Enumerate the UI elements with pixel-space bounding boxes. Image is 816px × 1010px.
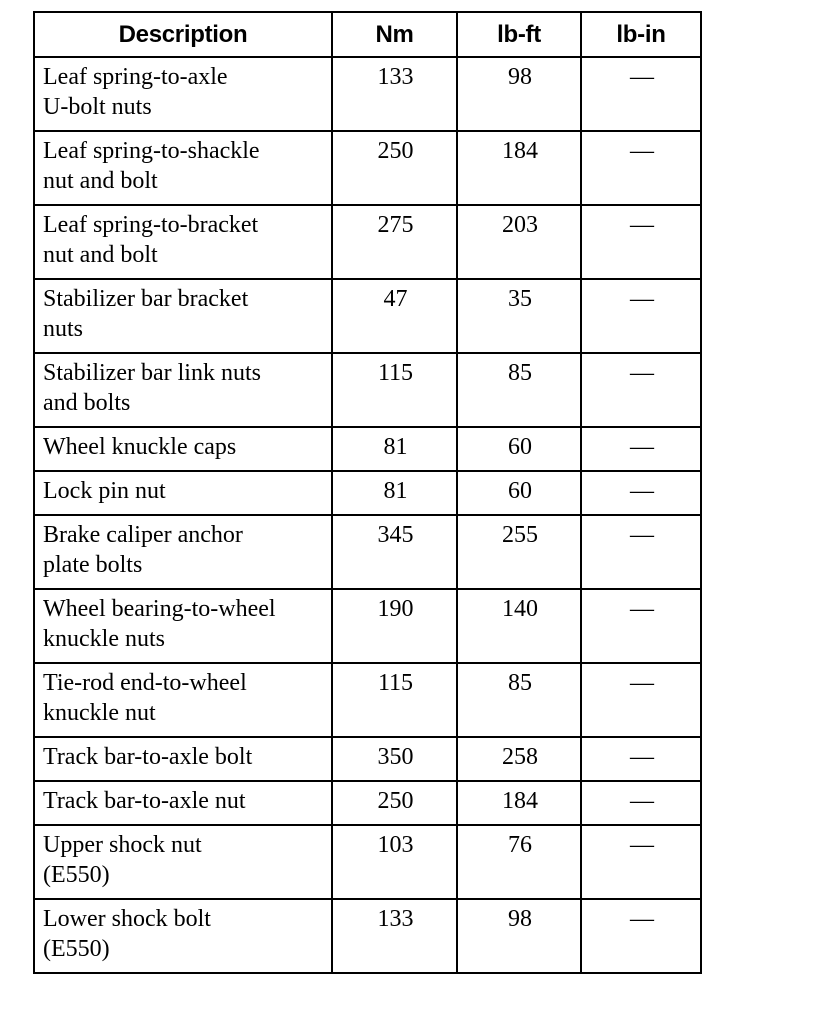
description-line-2: knuckle nut bbox=[43, 700, 156, 726]
description-line-1: Wheel bearing-to-wheel bbox=[43, 596, 276, 622]
lb-ft-cell: 85 bbox=[457, 663, 581, 737]
lb-in-cell: — bbox=[581, 471, 701, 515]
description-line-2: plate bolts bbox=[43, 552, 143, 578]
description-line-1: Track bar-to-axle bolt bbox=[43, 744, 253, 770]
nm-cell: 115 bbox=[332, 663, 457, 737]
lb-in-cell: — bbox=[581, 781, 701, 825]
table-row bbox=[34, 131, 701, 205]
description-cell bbox=[34, 205, 332, 279]
description-line-1: Stabilizer bar link nuts bbox=[43, 360, 261, 386]
nm-cell: 250 bbox=[332, 131, 457, 205]
description-cell bbox=[34, 279, 332, 353]
lb-ft-cell: 140 bbox=[457, 589, 581, 663]
lb-ft-cell: 85 bbox=[457, 353, 581, 427]
description-cell bbox=[34, 515, 332, 589]
description-line-2: (E550) bbox=[43, 862, 110, 888]
description-line-2: (E550) bbox=[43, 936, 110, 962]
description-cell bbox=[34, 899, 332, 973]
table-row bbox=[34, 427, 701, 471]
description-line-1: Brake caliper anchor bbox=[43, 522, 243, 548]
description-line-1: Leaf spring-to-shackle bbox=[43, 138, 260, 164]
description-line-2: nuts bbox=[43, 316, 84, 342]
lb-in-cell: — bbox=[581, 279, 701, 353]
lb-in-cell: — bbox=[581, 589, 701, 663]
lb-ft-cell: 258 bbox=[457, 737, 581, 781]
lb-ft-cell: 98 bbox=[457, 57, 581, 131]
lb-in-cell: — bbox=[581, 899, 701, 973]
description-cell bbox=[34, 131, 332, 205]
lb-ft-cell: 60 bbox=[457, 427, 581, 471]
lb-ft-cell: 184 bbox=[457, 781, 581, 825]
lb-in-cell: — bbox=[581, 825, 701, 899]
nm-cell: 350 bbox=[332, 737, 457, 781]
nm-cell: 345 bbox=[332, 515, 457, 589]
lb-in-cell: — bbox=[581, 427, 701, 471]
lb-ft-cell: 255 bbox=[457, 515, 581, 589]
table-row bbox=[34, 515, 701, 589]
description-cell bbox=[34, 737, 332, 781]
table-row bbox=[34, 737, 701, 781]
description-line-1: Lock pin nut bbox=[43, 478, 166, 504]
header-description: Description bbox=[34, 12, 332, 57]
description-line-1: Stabilizer bar bracket bbox=[43, 286, 249, 312]
table-row bbox=[34, 663, 701, 737]
description-line-2: nut and bolt bbox=[43, 168, 158, 194]
description-line-1: Lower shock bolt bbox=[43, 906, 211, 932]
lb-in-cell: — bbox=[581, 353, 701, 427]
description-cell bbox=[34, 663, 332, 737]
description-cell bbox=[34, 353, 332, 427]
description-line-2: U-bolt nuts bbox=[43, 94, 152, 120]
description-cell bbox=[34, 57, 332, 131]
nm-cell: 133 bbox=[332, 57, 457, 131]
lb-ft-cell: 203 bbox=[457, 205, 581, 279]
table-row bbox=[34, 353, 701, 427]
nm-cell: 103 bbox=[332, 825, 457, 899]
nm-cell: 250 bbox=[332, 781, 457, 825]
header-lb-ft: lb-ft bbox=[457, 12, 581, 57]
description-line-1: Tie-rod end-to-wheel bbox=[43, 670, 247, 696]
lb-in-cell: — bbox=[581, 57, 701, 131]
description-cell bbox=[34, 825, 332, 899]
lb-ft-cell: 76 bbox=[457, 825, 581, 899]
table-row bbox=[34, 57, 701, 131]
nm-cell: 133 bbox=[332, 899, 457, 973]
lb-in-cell: — bbox=[581, 737, 701, 781]
nm-cell: 81 bbox=[332, 427, 457, 471]
description-line-1: Upper shock nut bbox=[43, 832, 202, 858]
description-line-1: Leaf spring-to-bracket bbox=[43, 212, 259, 238]
table-row bbox=[34, 471, 701, 515]
lb-in-cell: — bbox=[581, 205, 701, 279]
description-line-1: Leaf spring-to-axle bbox=[43, 64, 228, 90]
description-line-2: nut and bolt bbox=[43, 242, 158, 268]
nm-cell: 47 bbox=[332, 279, 457, 353]
lb-in-cell: — bbox=[581, 515, 701, 589]
table-row bbox=[34, 825, 701, 899]
lb-ft-cell: 35 bbox=[457, 279, 581, 353]
description-cell bbox=[34, 589, 332, 663]
lb-in-cell: — bbox=[581, 131, 701, 205]
description-line-2: and bolts bbox=[43, 390, 131, 416]
nm-cell: 115 bbox=[332, 353, 457, 427]
header-lb-in: lb-in bbox=[581, 12, 701, 57]
description-line-1: Track bar-to-axle nut bbox=[43, 788, 246, 814]
table-row bbox=[34, 781, 701, 825]
lb-ft-cell: 60 bbox=[457, 471, 581, 515]
table-row bbox=[34, 279, 701, 353]
nm-cell: 190 bbox=[332, 589, 457, 663]
description-cell bbox=[34, 427, 332, 471]
nm-cell: 275 bbox=[332, 205, 457, 279]
description-cell bbox=[34, 781, 332, 825]
lb-ft-cell: 184 bbox=[457, 131, 581, 205]
table-row bbox=[34, 205, 701, 279]
torque-spec-table bbox=[33, 11, 702, 974]
description-line-2: knuckle nuts bbox=[43, 626, 165, 652]
description-cell bbox=[34, 471, 332, 515]
table-row bbox=[34, 589, 701, 663]
table-row bbox=[34, 899, 701, 973]
description-line-1: Wheel knuckle caps bbox=[43, 434, 237, 460]
lb-ft-cell: 98 bbox=[457, 899, 581, 973]
nm-cell: 81 bbox=[332, 471, 457, 515]
lb-in-cell: — bbox=[581, 663, 701, 737]
header-row bbox=[34, 12, 701, 57]
header-nm: Nm bbox=[332, 12, 457, 57]
